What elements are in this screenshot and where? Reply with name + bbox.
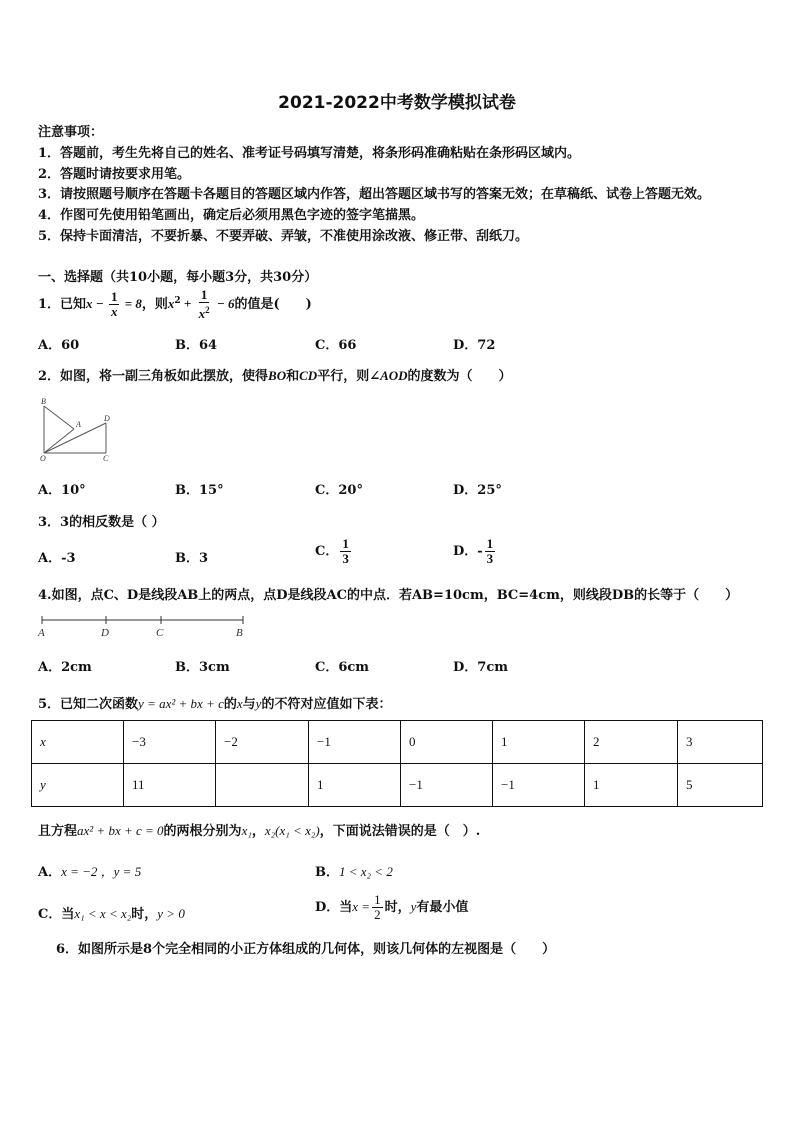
table-cell: 3 — [678, 721, 763, 764]
segment-figure — [36, 610, 248, 640]
notice-item-4: 4．作图可先使用铅笔画出，确定后必须用黑色字迹的签字笔描黑。 — [38, 208, 425, 223]
label-b: B — [236, 627, 243, 639]
table-cell: 1 — [493, 721, 585, 764]
q1-option-a: A．60 — [38, 338, 80, 353]
q5-option-a: A．x = −2 ，y = 5 — [38, 864, 142, 880]
value-table — [31, 720, 763, 807]
table-row — [32, 764, 763, 807]
q5-condition: 且方程ax² + bx + c = 0的两根分别为x₁，x₂(x₁ < x₂)，下面说法错误的是（ ）. — [38, 823, 481, 839]
q2-option-c: C．20° — [315, 483, 363, 498]
q1-option-b: B．64 — [175, 338, 218, 353]
notice-item-2: 2．答题时请按要求用笔。 — [38, 167, 191, 182]
q2-option-a: A．10° — [38, 483, 86, 498]
table-cell: −1 — [493, 764, 585, 807]
label-d: D — [104, 414, 110, 423]
question-2: 2．如图，将一副三角板如此摆放，使得BO和CD平行，则∠AOD的度数为（ ） — [38, 368, 512, 384]
q4-option-a: A．2cm — [38, 660, 92, 675]
q1-option-c: C．66 — [315, 338, 357, 353]
q3-option-a: A．-3 — [38, 551, 76, 566]
label-a: A — [76, 420, 81, 429]
table-cell: 2 — [585, 721, 678, 764]
question-5: 5．已知二次函数y = ax² + bx + c的x与y的不符对应值如下表： — [38, 696, 392, 712]
notice-item-1: 1．答题前，考生先将自己的姓名、准考证号码填写清楚，将条形码准确粘贴在条形码区域内。 — [38, 146, 581, 161]
q5-option-b: B．1 < x₂ < 2 — [315, 864, 393, 880]
section-heading: 一、选择题（共10小题，每小题3分，共30分） — [38, 270, 318, 285]
q4-option-b: B．3cm — [175, 660, 230, 675]
q3-option-d: D．- $\frac{1}{3}$ — [453, 536, 494, 566]
notice-heading: 注意事项： — [38, 125, 104, 140]
question-3: 3．3的相反数是（ ） — [38, 515, 165, 530]
q3-option-c: C． $\frac{1}{3}$ — [315, 536, 349, 566]
label-a: A — [38, 627, 45, 639]
q4-option-d: D．7cm — [453, 660, 508, 675]
table-cell: 0 — [401, 721, 493, 764]
table-cell: 1 — [585, 764, 678, 807]
notice-item-3: 3．请按照题号顺序在答题卡各题目的答题区域内作答，超出答题区域书写的答案无效；在草稿纸、试卷上答题无效。 — [38, 187, 711, 202]
table-cell: −2 — [216, 721, 309, 764]
label-c: C — [103, 454, 109, 462]
label-c: C — [156, 627, 164, 639]
page-title: 2021-2022中考数学模拟试卷 — [278, 93, 516, 113]
triangle-figure — [36, 396, 118, 462]
q2-option-b: B．15° — [175, 483, 224, 498]
question-6: 6．如图所示是8个完全相同的小正方体组成的几何体，则该几何体的左视图是（ ） — [56, 942, 556, 957]
table-cell: 1 — [309, 764, 401, 807]
question-4: 4.如图，点C、D是线段AB上的两点，点D是线段AC的中点．若AB=10cm，BC=4cm，则线段DB的长等于（ ） — [38, 588, 739, 603]
q5-option-d: D．当x = $\frac{1}{2}$ 时，y有最小值 — [315, 892, 469, 922]
q4-option-c: C．6cm — [315, 660, 370, 675]
label-b: B — [41, 397, 46, 406]
label-o: O — [40, 454, 46, 462]
q2-option-d: D．25° — [453, 483, 502, 498]
table-cell: −1 — [309, 721, 401, 764]
q1-option-d: D．72 — [453, 338, 496, 353]
q5-option-c: C．当x₁ < x < x₂时，y > 0 — [38, 906, 185, 922]
table-row — [32, 721, 763, 764]
table-cell: −1 — [401, 764, 493, 807]
table-cell: −3 — [124, 721, 216, 764]
table-cell: 5 — [678, 764, 763, 807]
fraction: $\frac{1}{x}$ — [110, 289, 118, 319]
table-cell: 11 — [124, 764, 216, 807]
q3-option-b: B．3 — [175, 551, 209, 566]
table-cell: x — [32, 721, 124, 764]
notice-item-5: 5．保持卡面清洁，不要折暴、不要弄破、弄皱，不准使用涂改液、修正带、刮纸刀。 — [38, 229, 529, 244]
label-d: D — [101, 627, 109, 639]
question-1: 1．已知x − $\frac{1}{x}$ = 8，则$x^2$ + $\frac{1}{x^2}$ − 6的值是( ) — [38, 287, 312, 321]
fraction: $\frac{1}{x^2}$ — [198, 287, 210, 321]
table-cell: y — [32, 764, 124, 807]
table-cell — [216, 764, 309, 807]
